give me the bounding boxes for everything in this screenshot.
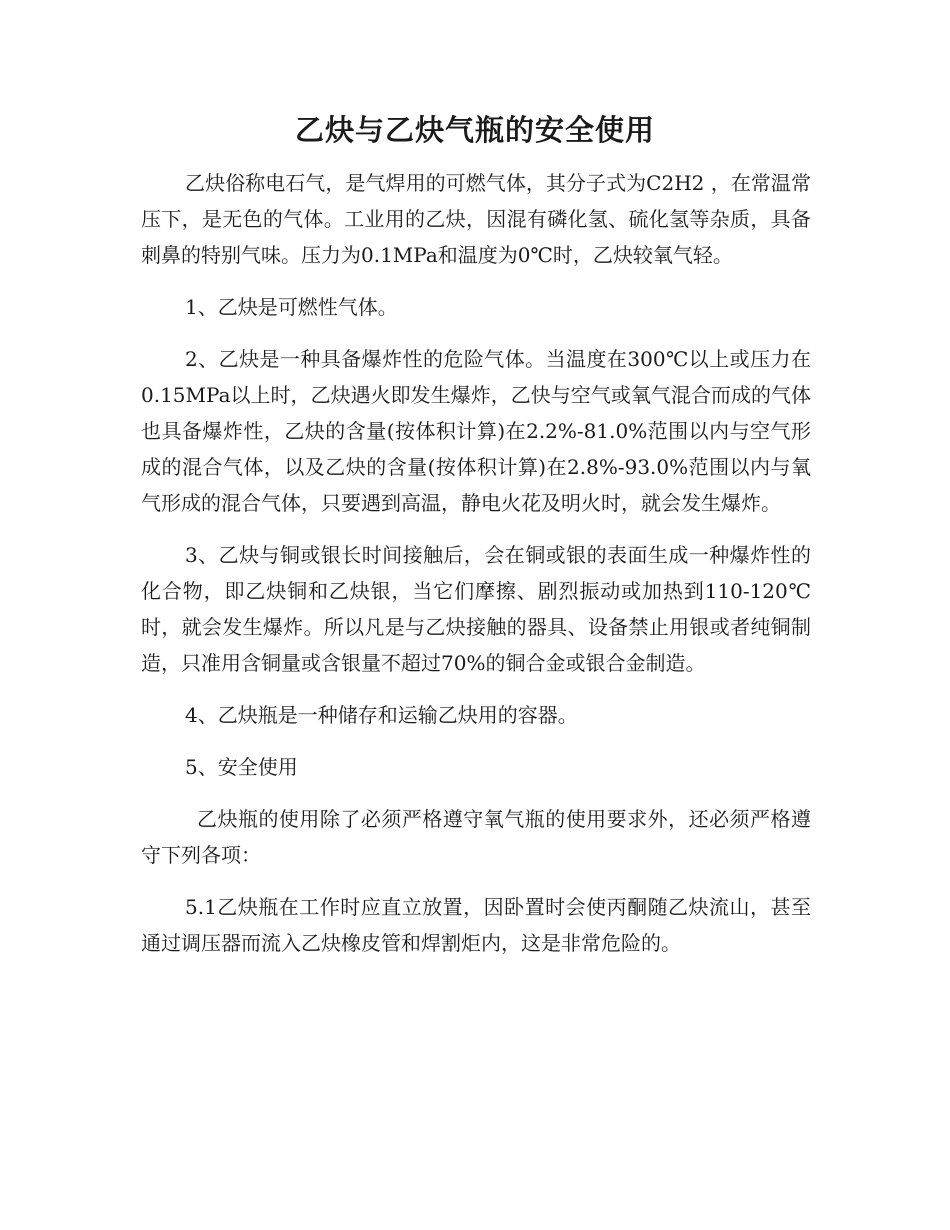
point-5-heading: 5、安全使用: [185, 755, 298, 779]
document-title: 乙炔与乙炔气瓶的安全使用: [294, 113, 655, 147]
point-3-paragraph: 3、乙炔与铜或银长时间接触后，会在铜或银的表面生成一种爆炸性的化合物，即乙炔铜和乙炔银，当它们摩擦、剧烈振动或加热到110-120℃时，就会发生爆炸。所以凡是与乙炔接触的器具、设备禁止用银或者纯铜制造，只准用含铜量或含银量不超过70%的铜合金或银合金制造。: [141, 543, 811, 675]
document-body: [141, 165, 811, 977]
point-1-paragraph: 1、乙炔是可燃性气体。: [185, 295, 398, 319]
intro-paragraph: 乙炔俗称电石气，是气焊用的可燃气体，其分子式为C2H2 ，在常温常压下，是无色的气体。工业用的乙炔，因混有磷化氢、硫化氢等杂质，具备刺鼻的特别气味。压力为0.1MPa和温度为0℃时，乙炔较氧气轻。: [141, 171, 811, 267]
point-2-paragraph: 2、乙炔是一种具备爆炸性的危险气体。当温度在300℃以上或压力在0.15MPa以上时，乙炔遇火即发生爆炸，乙快与空气或氧气混合而成的气体也具备爆炸性，乙炔的含量(按体积计算)在2.2%-81.0%范围以内与空气形成的混合气体，以及乙炔的含量(按体积计算)在2.8%-93.0%范围以内与氧气形成的混合气体，只要遇到高温，静电火花及明火时，就会发生爆炸。: [141, 347, 811, 515]
usage-requirements-paragraph: 乙炔瓶的使用除了必须严格遵守氧气瓶的使用要求外，还必须严格遵守下列各项：: [141, 807, 811, 867]
point-4-paragraph: 4、乙炔瓶是一种储存和运输乙炔用的容器。: [185, 703, 578, 727]
point-5-1-paragraph: 5.1乙炔瓶在工作时应直立放置，因卧置时会使丙酮随乙炔流山，甚至通过调压器而流入乙炔橡皮管和焊割炬内，这是非常危险的。: [141, 895, 811, 955]
